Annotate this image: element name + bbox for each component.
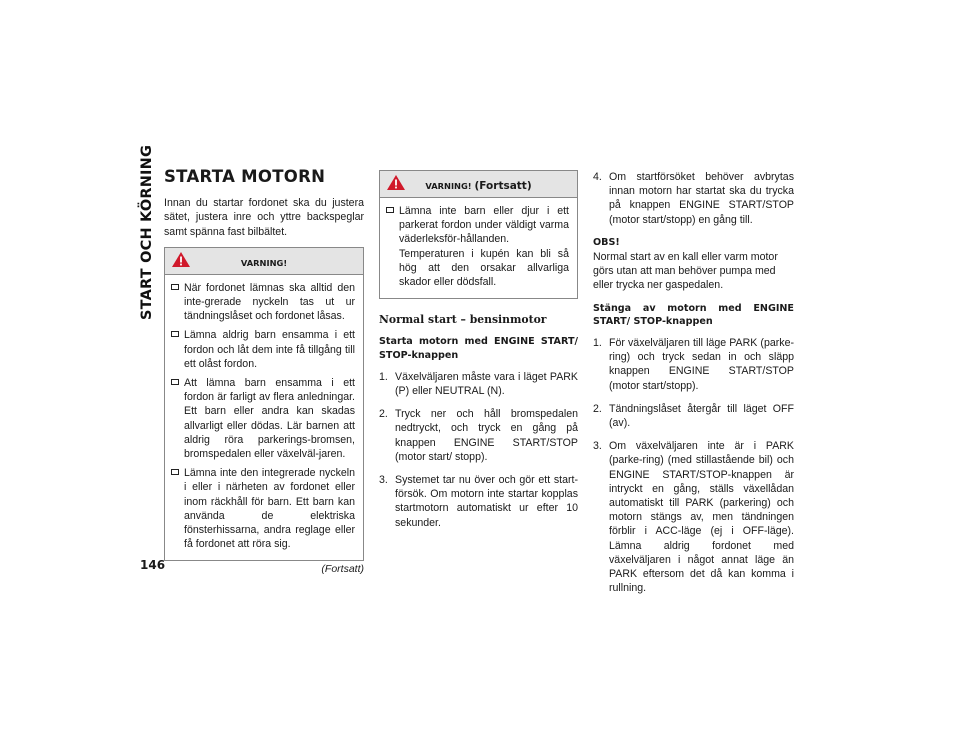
- list-item: 2. Tändningslåset återgår till läget OFF (av).: [593, 402, 794, 430]
- warning-item: Att lämna barn ensamma i ett fordon är farligt av flera anledningar. Ett barn eller andra kan skadas allvarligt eller dödas. Lär barnen att aldrig röra parkerings-bromsen, bromspedalen eller växelväl-jaren.: [171, 376, 355, 461]
- checkbox-bullet-icon: [171, 331, 179, 337]
- list-item: 2. Tryck ner och håll bromspedalen nedtryckt, och tryck en gång på knappen ENGINE START/STOP (motor start/ stopp).: [379, 408, 578, 463]
- warning-item: När fordonet lämnas ska alltid den inte-grerade nyckeln tas ut ur tändningslåset och fordonet låsas.: [171, 281, 355, 324]
- list-item: 4. Om startförsöket behöver avbrytas innan motorn har startat ska du trycka på knappen ENGINE START/STOP (motor start/stopp) en gång till.: [593, 171, 794, 226]
- chapter-side-tab: [139, 144, 159, 320]
- list-item: 1. Växelväljaren måste vara i läget PARK (P) eller NEUTRAL (N).: [379, 370, 578, 398]
- start-engine-subheading: Starta motorn med ENGINE START/ STOP-knappen: [379, 336, 578, 361]
- intro-paragraph: Innan du startar fordonet ska du justera sätet, justera inre och yttre backspeglar samt spänna fast bilbältet.: [164, 197, 364, 238]
- warning-item: Lämna inte den integrerade nyckeln i eller i närheten av fordonet eller inom räckhåll för barn. Ett barn kan använda de elektriska fönsterhissarna, andra reglage eller få fordonet att röra sig.: [171, 466, 355, 551]
- warning-header: [165, 248, 363, 275]
- warning-box: [164, 247, 364, 562]
- note-text: Normal start av en kall eller varm motor görs utan att man behöver pumpa med eller trycka ner gaspedalen.: [593, 251, 778, 292]
- warning-body: [165, 275, 363, 561]
- section-title: STARTA MOTORN: [164, 167, 326, 186]
- list-item: 3. Om växelväljaren inte är i PARK (parke-ring) (med stillastående bil) och ENGINE START/STOP-knappen är intryckt en gång, ställs växellådan automatiskt till PARK (parkering) och motorn stängs av, men tändningen förblir i ACC-läge (ej i OFF-läge). Lämna aldrig fordonet med växelväljaren i något annat läge än PARK eftersom det då kan komma i rullning.: [593, 440, 794, 595]
- warning-item: Lämna inte barn eller djur i ett parkerat fordon under väldigt varma väderleksför-hållanden. Temperaturen i kupén kan bli så hög att den orsakar allvarliga skador eller dödsfall.: [386, 204, 569, 289]
- list-item: 3. Systemet tar nu över och gör ett start-försök. Om motorn inte startar kopplas startmotorn automatiskt ur efter 10 sekunder.: [379, 474, 578, 529]
- warning-box-continued: [379, 170, 578, 299]
- checkbox-bullet-icon: [386, 207, 394, 213]
- checkbox-bullet-icon: [171, 379, 179, 385]
- normal-start-heading: Normal start – bensinmotor: [379, 313, 547, 327]
- note-label: OBS!: [593, 236, 620, 248]
- continued-note: (Fortsatt): [321, 563, 364, 576]
- chapter-title: START OCH KÖRNING: [139, 144, 155, 320]
- warning-label: VARNING! (Fortsatt): [425, 180, 532, 192]
- checkbox-bullet-icon: [171, 284, 179, 290]
- column-1: [164, 167, 364, 577]
- warning-body: [380, 198, 577, 298]
- page-number: 146: [140, 558, 166, 572]
- column-3: [593, 170, 794, 604]
- warning-triangle-icon: [387, 175, 405, 190]
- column-2: [379, 170, 578, 539]
- warning-header: [380, 171, 577, 198]
- warning-item: Lämna aldrig barn ensamma i ett fordon och låt dem inte få tillgång till ett olåst fordon.: [171, 328, 355, 371]
- stop-engine-subheading: Stänga av motorn med ENGINE START/ STOP-knappen: [593, 302, 794, 327]
- warning-triangle-icon: [172, 252, 190, 267]
- checkbox-bullet-icon: [171, 469, 179, 475]
- warning-label: VARNING!: [240, 257, 288, 268]
- list-item: 1. För växelväljaren till läge PARK (parke-ring) och tryck sedan in och släpp knappen ENGINE START/STOP (motor start/stopp).: [593, 337, 794, 392]
